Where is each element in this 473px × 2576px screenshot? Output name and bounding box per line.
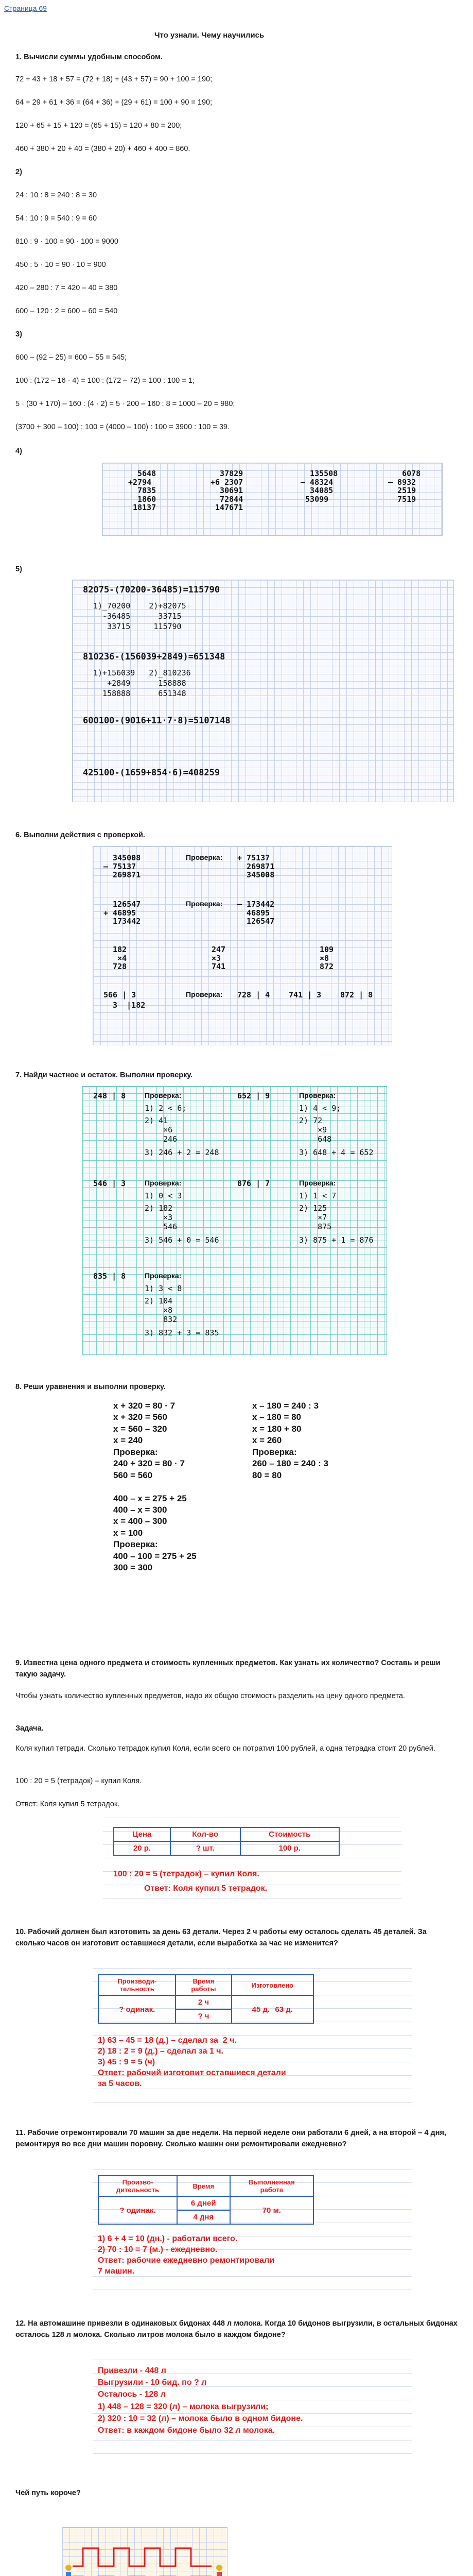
page-number-link[interactable]: Страница 69	[4, 4, 47, 12]
task8-left-equations: x + 320 = 80 · 7 x + 320 = 560 x = 560 – 320 x = 240 Проверка: 240 + 320 = 80 · 7 560 = 560 400 – x = 275 + 25 400 – x = 300 x = 400 – 300 x = 100 Проверка: 400 – 100 = 275 + 25 300 = 300	[113, 1401, 197, 1573]
check-line: ×7	[299, 1213, 327, 1222]
task1-line: 120 + 65 + 15 + 120 = (65 + 15) = 120 + 80 = 200;	[15, 122, 182, 130]
task13-heading: Чей путь короче?	[15, 2489, 81, 2497]
check-line: 3) 546 + 0 = 546	[145, 1235, 219, 1245]
task9-heading: 9. Известна цена одного предмета и стоимость купленных предметов. Как узнать их количество? Составь и реши такую задачу.	[15, 1659, 441, 1679]
check-label: Проверка:	[145, 1179, 182, 1187]
check-label: Проверка:	[186, 853, 223, 861]
task9-explanation: Чтобы узнать количество купленных предметов, надо их общую стоимость разделить на цену одного предмета.	[15, 1692, 405, 1700]
check-line: 2) 72	[299, 1116, 323, 1125]
division-column: 652 | 9	[237, 1091, 270, 1100]
task9-notebook-area	[103, 1818, 401, 1900]
check-label: Проверка:	[299, 1091, 336, 1099]
task9-table	[113, 1827, 340, 1856]
task3-heading: 3)	[15, 330, 22, 338]
digit-row: + 75137	[237, 853, 270, 862]
table-cell	[232, 1995, 314, 2023]
start-figure-icon	[65, 2565, 72, 2576]
task6-calc	[103, 854, 141, 879]
task6-mult	[212, 945, 225, 971]
task4-column-1	[128, 469, 156, 512]
digit-row: 6078	[388, 469, 421, 478]
task10-solution: 1) 63 – 45 = 18 (д.) – сделал за 2 ч. 2) 18 : 2 = 9 (д.) – сделал за 1 ч. 3) 45 : 9 = 5 (ч) Ответ: рабочий изготовит оставшиеся детали за 5 часов.	[98, 2036, 286, 2089]
digit-row: 7519	[388, 494, 416, 504]
check-line: 1) 1 < 7	[299, 1191, 337, 1200]
task4-heading: 4)	[15, 447, 22, 455]
task3-line: 5 · (30 + 170) – 160 : (4 · 2) = 5 · 200 – 160 : 8 = 1000 – 20 = 980;	[15, 400, 235, 408]
table-header: Время работы	[176, 1975, 231, 1995]
task4-grid	[102, 463, 443, 536]
task12-heading: 12. На автомашине привезли в одинаковых бидонах 448 л молока. Когда 10 бидонов выгрузили, в остальных бидонах осталось 128 л молока. Сколько литров молока было в каждом бидоне?	[15, 2319, 458, 2339]
check-line: 546	[145, 1222, 178, 1231]
digit-row: 135508	[301, 469, 338, 478]
division-column: 835 | 8	[93, 1272, 126, 1281]
digit-row: – 173442	[237, 900, 275, 909]
check-line: 648	[299, 1134, 332, 1144]
digit-row: 46895	[237, 908, 270, 918]
task5-heading: 5)	[15, 565, 22, 573]
task3-line: 600 – (92 – 25) = 600 – 55 = 545;	[15, 353, 127, 362]
table-cell-value: 63 д.	[275, 2005, 293, 2014]
check-line: ×6	[145, 1125, 173, 1134]
check-line: ×3	[145, 1213, 173, 1222]
task7-grid	[82, 1086, 387, 1355]
digit-row: 1860	[128, 494, 156, 504]
digit-row: + 46895	[103, 908, 136, 918]
task5-step: 158888 651348	[93, 689, 186, 698]
check-line: 3) 246 + 2 = 248	[145, 1148, 219, 1157]
digit-row: – 48324	[301, 477, 334, 487]
digit-row: 37829	[211, 469, 243, 478]
check-line: 3) 875 + 1 = 876	[299, 1235, 374, 1245]
paths-drawing	[62, 2528, 227, 2576]
digit-row: 147671	[211, 503, 243, 512]
check-line: 1) 2 < 6;	[145, 1104, 187, 1113]
task10-notebook-area	[93, 1968, 412, 2112]
table-header: Время	[177, 2176, 230, 2196]
digit-row: 30691	[211, 486, 243, 495]
task8-right-equations: x – 180 = 240 : 3 x – 180 = 80 x = 180 + 80 x = 260 Проверка: 260 – 180 = 240 : 3 80 = 80	[252, 1401, 328, 1480]
task12-solution: Привезли - 448 л Выгрузили - 10 бид. по ? л Осталось - 128 л 1) 448 – 128 = 320 (л) – молока выгрузили; 2) 320 : 10 = 32 (л) – молока было в одном бидоне. Ответ: в каждом бидоне было 32 л молока.	[98, 2366, 303, 2435]
task6-division: 728 | 4	[237, 990, 270, 999]
task6-check	[237, 900, 274, 926]
digit-row: 269871	[237, 861, 275, 871]
digit-row: – 75137	[103, 861, 136, 871]
table-header: Цена	[114, 1827, 170, 1841]
task5-step: 1)+156039 2)_810236	[93, 668, 191, 677]
digit-row: 109	[320, 945, 334, 954]
table-cell-value: 45 д.	[252, 2005, 270, 2014]
check-line: 2) 182	[145, 1204, 173, 1213]
check-label: Проверка:	[145, 1272, 182, 1280]
table-cell: ? ч	[176, 2009, 231, 2023]
digit-row: 53099	[301, 494, 329, 504]
check-line: 3) 832 + 3 = 835	[145, 1328, 219, 1337]
check-line: 1) 4 < 9;	[299, 1104, 341, 1113]
digit-row: 269871	[103, 870, 141, 879]
table-cell: 4 дня	[177, 2210, 230, 2224]
table-cell: ? шт.	[170, 1841, 240, 1855]
task9-red-answer: Ответ: Коля купил 5 тетрадок.	[144, 1884, 268, 1893]
task3-line: (3700 + 300 – 100) : 100 = (4000 – 100) : 100 = 3900 : 100 = 39.	[15, 423, 230, 431]
digit-row: 345008	[103, 853, 141, 862]
task5-expression: 600100-(9016+11·7·8)=5107148	[83, 716, 231, 726]
task5-expression: 810236-(156039+2849)=651348	[83, 652, 225, 662]
task2-line: 450 : 5 · 10 = 90 · 10 = 900	[15, 261, 106, 269]
task11-notebook-area	[93, 2169, 412, 2303]
digit-row: ×4	[103, 953, 127, 963]
task2-line: 810 : 9 · 100 = 90 · 100 = 9000	[15, 238, 118, 246]
digit-row: 247	[212, 945, 226, 954]
digit-row: 345008	[237, 870, 275, 879]
digit-row: 5648	[128, 469, 156, 478]
digit-row: 34085	[301, 486, 334, 495]
task11-solution: 1) 6 + 4 = 10 (дн.) - работали всего. 2) 70 : 10 = 7 (м.) - ежедневно. Ответ: рабочие ежедневно ремонтировали 7 машин.	[98, 2234, 275, 2276]
check-line: ×8	[145, 1306, 173, 1315]
task10-heading: 10. Рабочий должен был изготовить за день 63 детали. Через 2 ч работы ему осталось сделать 45 деталей. За сколько часов он изготовит оставшиеся детали, если выработка за час не изменится?	[15, 1928, 427, 1947]
check-line: 2) 41	[145, 1116, 168, 1125]
table-header: Кол-во	[170, 1827, 240, 1841]
task6-division: 566 | 3	[103, 990, 136, 999]
digit-row: 741	[212, 962, 226, 971]
table-cell: 100 р.	[240, 1841, 340, 1855]
digit-row: 72844	[211, 494, 243, 504]
digit-row: 126547	[237, 917, 275, 926]
task1-line: 460 + 380 + 20 + 40 = (380 + 20) + 460 + 400 = 860.	[15, 145, 190, 153]
task9-red-solution: 100 : 20 = 5 (тетрадок) – купил Коля.	[113, 1870, 259, 1878]
task3-line: 100 : (172 – 16 · 4) = 100 : (172 – 72) = 100 : 100 = 1;	[15, 377, 195, 385]
digit-row: ×3	[212, 953, 221, 963]
digit-row: 182	[103, 945, 127, 954]
table-cell: ? одинак.	[98, 2196, 177, 2224]
finish-figure-icon	[216, 2565, 222, 2576]
task9-answer: Ответ: Коля купил 5 тетрадок.	[15, 1800, 120, 1808]
check-line: ×9	[299, 1125, 327, 1134]
table-cell: 70 м.	[230, 2196, 313, 2224]
task6-mult	[103, 945, 127, 971]
task2-line: 54 : 10 : 9 = 540 : 9 = 60	[15, 214, 97, 223]
digit-row: ×8	[320, 953, 329, 963]
task6-check	[237, 854, 274, 879]
table-header: Произво- дительность	[98, 2176, 177, 2196]
check-line: 875	[299, 1222, 332, 1231]
path-puzzle-grid	[62, 2527, 227, 2576]
check-line: 2) 104	[145, 1296, 173, 1306]
table-header: Изготовлено	[232, 1975, 314, 1995]
check-label: Проверка:	[145, 1091, 182, 1099]
table-cell: 20 р.	[114, 1841, 170, 1855]
page-title: Что узнали. Чему научились	[154, 31, 265, 40]
digit-row: 2519	[388, 486, 416, 495]
digit-row: 18137	[128, 503, 156, 512]
red-path	[73, 2548, 212, 2566]
task8-heading: 8. Реши уравнения и выполни проверку.	[15, 1383, 166, 1391]
task1-line: 72 + 43 + 18 + 57 = (72 + 18) + (43 + 57) = 90 + 100 = 190;	[15, 75, 213, 83]
task6-mult	[320, 945, 334, 971]
task1-heading: 1. Вычисли суммы удобным способом.	[15, 53, 163, 61]
check-label: Проверка:	[186, 990, 223, 998]
task6-division: 741 | 3	[289, 990, 322, 999]
check-line: 1) 0 < 3	[145, 1191, 182, 1200]
task5-step: 1)_70200 2)+82075	[93, 601, 186, 611]
digit-row: – 8932	[388, 477, 416, 487]
task5-grid	[72, 580, 454, 802]
task5-expression: 82075-(70200-36485)=115790	[83, 585, 220, 595]
task6-grid	[93, 846, 392, 1045]
task5-step: 33715 115790	[93, 622, 182, 631]
check-line: 3) 648 + 4 = 652	[299, 1148, 374, 1157]
task7-heading: 7. Найди частное и остаток. Выполни проверку.	[15, 1071, 193, 1079]
digit-row: +2794	[128, 477, 152, 487]
table-header: Выполненная работа	[230, 2176, 313, 2196]
task4-column-3	[301, 469, 338, 503]
task9-problem-text: Коля купил тетради. Сколько тетрадок купил Коля, если всего он потратил 100 рублей, а одна тетрадка стоит 20 рублей.	[15, 1744, 435, 1753]
task6-calc	[103, 900, 141, 926]
table-cell: ? одинак.	[98, 1995, 176, 2023]
division-column: 876 | 7	[237, 1179, 270, 1188]
task10-table	[98, 1974, 314, 2024]
digit-row: 728	[103, 962, 127, 971]
task2-line: 420 – 280 : 7 = 420 – 40 = 380	[15, 284, 118, 292]
table-header: Стоимость	[240, 1827, 340, 1841]
task4-column-4	[388, 469, 421, 503]
table-header: Производи- тельность	[98, 1975, 176, 1995]
division-column: 248 | 8	[93, 1091, 126, 1100]
check-line: 246	[145, 1134, 178, 1144]
task5-step: +2849 158888	[93, 679, 186, 688]
digit-row: 126547	[103, 900, 141, 909]
task6-division: 872 | 8	[340, 990, 373, 999]
task2-heading: 2)	[15, 168, 22, 176]
task12-notebook-area	[93, 2360, 412, 2463]
task9-zadacha-label: Задача.	[15, 1724, 44, 1733]
task2-line: 24 : 10 : 8 = 240 : 8 = 30	[15, 191, 97, 199]
table-cell: 6 дней	[177, 2196, 230, 2210]
task6-heading: 6. Выполни действия с проверкой.	[15, 831, 145, 839]
check-line: 832	[145, 1315, 178, 1324]
task2-line: 600 – 120 : 2 = 600 – 60 = 540	[15, 307, 118, 315]
check-label: Проверка:	[299, 1179, 336, 1187]
task11-heading: 11. Рабочие отремонтировали 70 машин за две недели. На первой неделе они работали 6 дней, а на второй – 4 дня, ремонтируя во все дни машин поровну. Сколько машин они ремонтировали ежедневно?	[15, 2129, 446, 2148]
digit-row: +6 2307	[211, 477, 243, 487]
task6-division: 3 |182	[103, 1001, 146, 1010]
table-cell: 2 ч	[176, 1995, 231, 2009]
digit-row: 7835	[128, 486, 156, 495]
task11-table	[98, 2175, 314, 2225]
check-line: 2) 125	[299, 1204, 327, 1213]
check-label: Проверка:	[186, 900, 223, 908]
check-line: 1) 3 < 8	[145, 1284, 182, 1293]
task9-solution: 100 : 20 = 5 (тетрадок) – купил Коля.	[15, 1777, 142, 1785]
task5-expression: 425100-(1659+854·6)=408259	[83, 768, 220, 778]
division-column: 546 | 3	[93, 1179, 126, 1188]
task5-step: -36485 33715	[93, 612, 182, 621]
task1-line: 64 + 29 + 61 + 36 = (64 + 36) + (29 + 61) = 100 + 90 = 190;	[15, 98, 213, 107]
digit-row: 872	[320, 962, 334, 971]
task4-column-2	[211, 469, 243, 512]
digit-row: 173442	[103, 917, 141, 926]
